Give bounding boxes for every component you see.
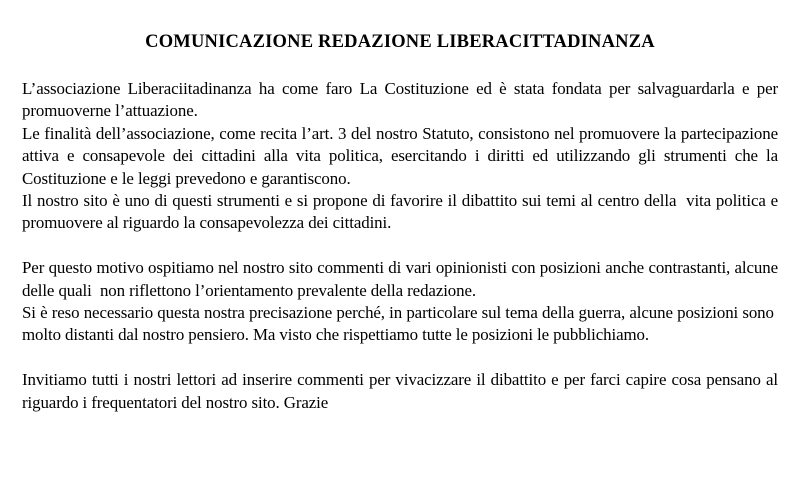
paragraph-block-invitation [22,369,778,414]
document-title: COMUNICAZIONE REDAZIONE LIBERACITTADINANZA [145,32,655,52]
paragraph-block-editorial-position [22,257,778,347]
paragraph-opinions-hosted: Per questo motivo ospitiamo nel nostro sito commenti di vari opinionisti con posizioni anche contrastanti, alcune delle quali non riflettono l’orientamento prevalente della redazione. [22,258,778,300]
document-body [22,78,778,414]
paragraph-block-intro [22,78,778,235]
paragraph-association-founding: L’associazione Liberaciitadinanza ha come faro La Costituzione ed è stata fondata per salvaguardarla e per promuoverne l’attuazione. [22,79,778,121]
document-page [0,31,800,497]
paragraph-statute-aims: Le finalità dell’associazione, come recita l’art. 3 del nostro Statuto, consistono nel promuovere la partecipazione attiva e consapevole dei cittadini alla vita politica, esercitando i diritti ed utilizzando gli strumenti che la Costituzione e le leggi prevedono e garantiscono. [22,123,778,188]
paragraph-war-positions: Si è reso necessario questa nostra precisazione perché, in particolare sul tema della guerra, alcune posizioni sono molto distanti dal nostro pensiero. Ma visto che rispettiamo tutte le posizioni le pubblichiamo. [22,303,778,345]
paragraph-reader-invitation: Invitiamo tutti i nostri lettori ad inserire commenti per vivacizzare il dibattito e per farci capire cosa pensano al riguardo i frequentatori del nostro sito. Grazie [22,370,778,412]
paragraph-site-purpose: Il nostro sito è uno di questi strumenti e si propone di favorire il dibattito sui temi al centro della vita politica e promuovere al riguardo la consapevolezza dei cittadini. [22,191,778,233]
